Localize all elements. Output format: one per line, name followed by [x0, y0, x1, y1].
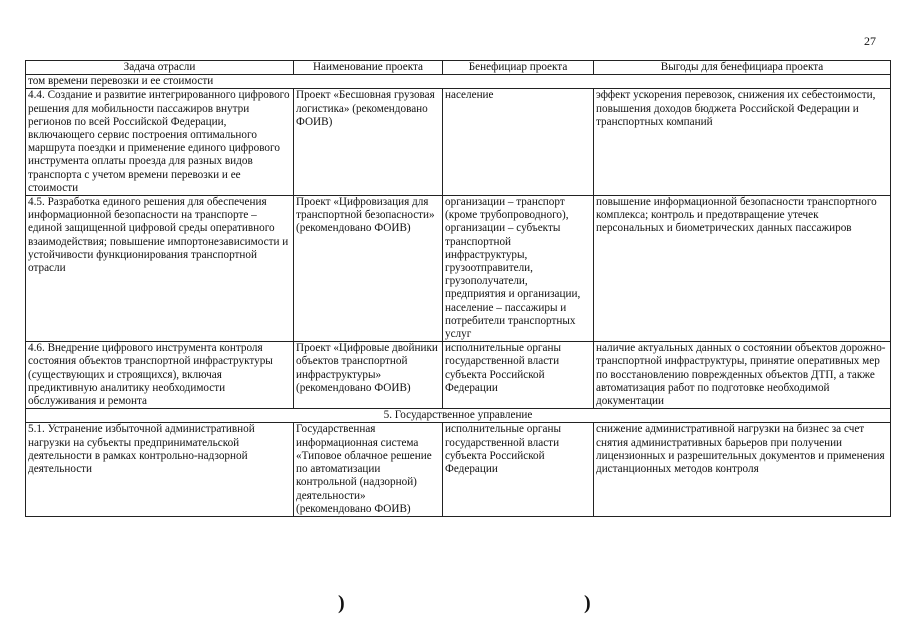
continuation-row [26, 75, 891, 89]
beneficiary-cell: исполнительные органы государственной власти субъекта Российской Федерации [443, 342, 594, 409]
header-task: Задача отрасли [26, 61, 294, 75]
beneficiary-cell: население [443, 89, 594, 196]
header-beneficiary: Бенефициар проекта [443, 61, 594, 75]
table-row [26, 342, 891, 409]
header-benefits: Выгоды для бенефициара проекта [594, 61, 891, 75]
project-cell: Проект «Цифровизация для транспортной безопасности» (рекомендовано ФОИВ) [294, 196, 443, 342]
task-cell: 4.4. Создание и развитие интегрированного цифрового решения для мобильности пассажиров внутри регионов по всей Российской Федерации, включающего сервис построения оптимального маршрута поездки и применение единого цифрового инструмента оплаты проезда для разных видов транспорта с учетом времени перевозки и ее стоимости [26, 89, 294, 196]
scan-mark-right: ) [584, 592, 591, 614]
page-number: 27 [864, 34, 876, 48]
section-row [26, 409, 891, 423]
benefits-cell: снижение административной нагрузки на бизнес за счет снятия административных барьеров при получении лицензионных и разрешительных документов и применения дистанционных методов контроля [594, 423, 891, 516]
table-row [26, 423, 891, 516]
table-header-row [26, 61, 891, 75]
task-cell: 5.1. Устранение избыточной административной нагрузки на субъекты предпринимательской деятельности в рамках контрольно-надзорной деятельности [26, 423, 294, 516]
beneficiary-cell: организации – транспорт (кроме трубопроводного), организации – субъекты транспортной инфраструктуры, грузоотправители, грузополучатели, предприятия и организации, население – пассажиры и потребители транспортных услуг [443, 196, 594, 342]
header-project: Наименование проекта [294, 61, 443, 75]
project-cell: Государственная информационная система «Типовое облачное решение по автоматизации контрольной (надзорной) деятельности» (рекомендовано ФОИВ) [294, 423, 443, 516]
scan-mark-left: ) [338, 592, 345, 614]
projects-table [25, 60, 891, 517]
beneficiary-cell: исполнительные органы государственной власти субъекта Российской Федерации [443, 423, 594, 516]
continuation-text: том времени перевозки и ее стоимости [26, 75, 891, 89]
benefits-cell: повышение информационной безопасности транспортного комплекса; контроль и предотвращение утечек персональных и биометрических данных пассажиров [594, 196, 891, 342]
section-title: 5. Государственное управление [26, 409, 891, 423]
benefits-cell: эффект ускорения перевозок, снижения их себестоимости, повышения доходов бюджета Российской Федерации и транспортных компаний [594, 89, 891, 196]
table-row [26, 89, 891, 196]
project-cell: Проект «Бесшовная грузовая логистика» (рекомендовано ФОИВ) [294, 89, 443, 196]
table-row [26, 196, 891, 342]
task-cell: 4.5. Разработка единого решения для обеспечения информационной безопасности на транспорте – единой защищенной цифровой среды оперативного взаимодействия; повышение импортонезависимости и устойчивости функционирования транспортной отрасли [26, 196, 294, 342]
task-cell: 4.6. Внедрение цифрового инструмента контроля состояния объектов транспортной инфраструктуры (существующих и строящихся), включая предиктивную аналитику необходимости обслуживания и ремонта [26, 342, 294, 409]
benefits-cell: наличие актуальных данных о состоянии объектов дорожно-транспортной инфраструктуры, принятие оперативных мер по восстановлению поврежденных объектов ДТП, а также автоматизация работ по подготовке необходимой документации [594, 342, 891, 409]
project-cell: Проект «Цифровые двойники объектов транспортной инфраструктуры» (рекомендовано ФОИВ) [294, 342, 443, 409]
